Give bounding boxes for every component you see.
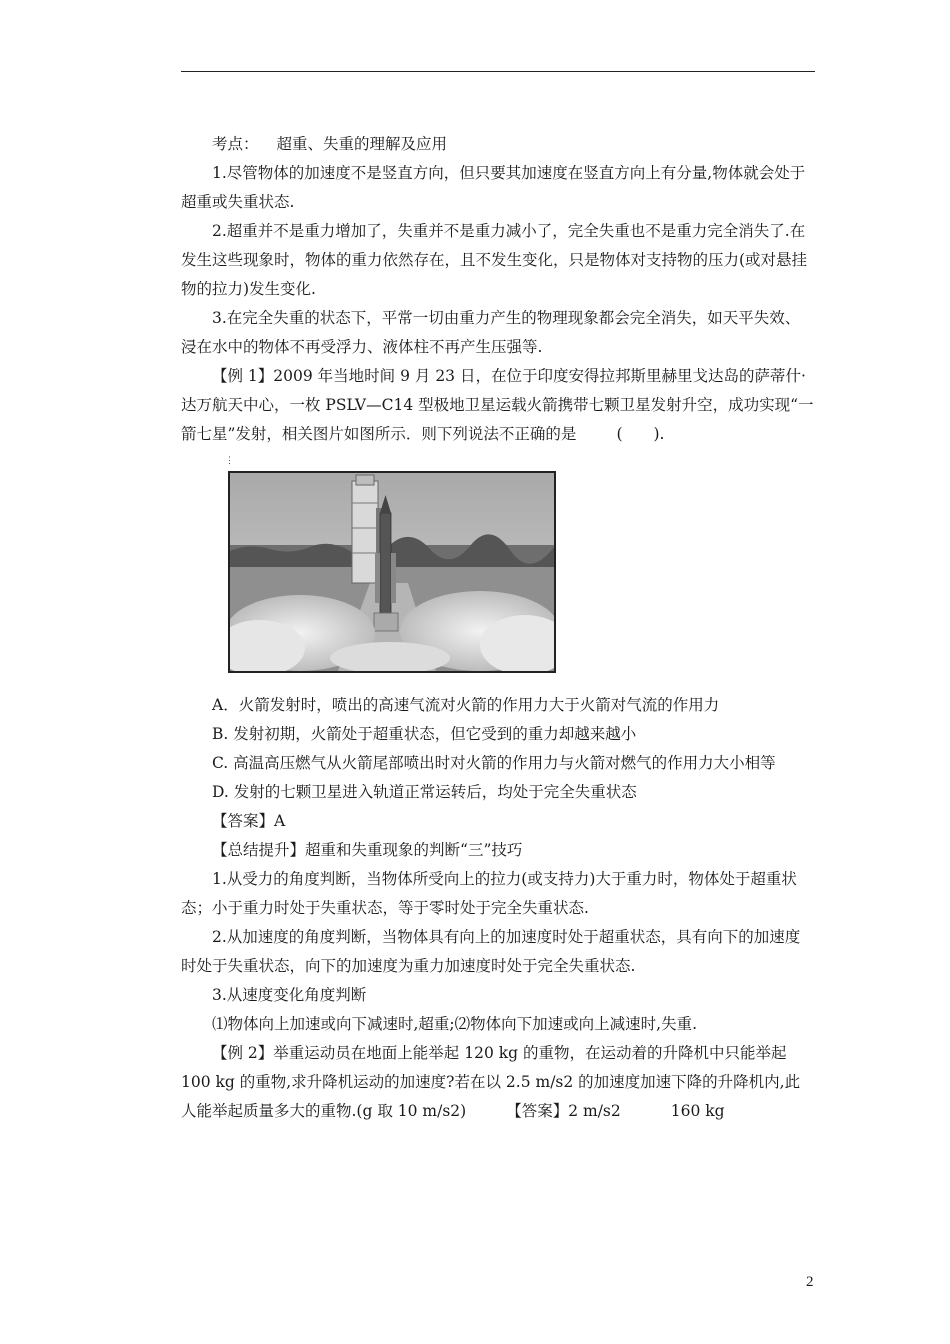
summary-heading bbox=[181, 836, 815, 865]
header-rule bbox=[181, 71, 815, 72]
option-c: C. 高温高压燃气从火箭尾部喷出时对火箭的作用力与火箭对燃气的作用力大小相等 bbox=[212, 754, 776, 772]
option-b: B. 发射初期，火箭处于超重状态，但它受到的重力却越来越小 bbox=[212, 725, 637, 743]
page-number: 2 bbox=[806, 1274, 814, 1290]
example-2-tag: 【例 2】 bbox=[212, 1044, 274, 1062]
example-2-answer-b: 160 kg bbox=[670, 1102, 725, 1120]
example-2-answer-a: 2 m/s2 bbox=[568, 1102, 621, 1120]
point-1: 1.尽管物体的加速度不是竖直方向，但只要其加速度在竖直方向上有分量,物体就会处于超重或失重状态. bbox=[181, 164, 806, 211]
example-1-text: 2009 年当地时间 9 月 23 日，在位于印度安得拉邦斯里赫里戈达岛的萨蒂什·达万航天中心，一枚 PSLV—C14 型极地卫星运载火箭携带七颗卫星发射升空，成功实现“一箭七星”发射，相关图片如图所示．则下列说法不正确的是 bbox=[181, 367, 814, 443]
example-2 bbox=[181, 1039, 815, 1126]
rocket-launch-image bbox=[230, 473, 554, 671]
answer-1 bbox=[181, 807, 815, 836]
example-1 bbox=[181, 362, 815, 449]
figure-marker: ⋮ bbox=[225, 456, 234, 466]
rocket-launch-photo bbox=[228, 471, 556, 673]
tip-4: ⑴物体向上加速或向下减速时,超重;⑵物体向下加速或向上减速时,失重. bbox=[212, 1015, 698, 1033]
topic-label: 考点： bbox=[212, 135, 259, 153]
example-2-text: 举重运动员在地面上能举起 120 kg 的重物，在运动着的升降机中只能举起 100 kg 的重物,求升降机运动的加速度?若在以 2.5 m/s2 的加速度加速下降的升降机内,此人能举起质量多大的重物.(g 取 10 m/s2) bbox=[181, 1044, 801, 1120]
point-3: 3.在完全失重的状态下，平常一切由重力产生的物理现象都会完全消失，如天平失效、浸在水中的物体不再受浮力、液体柱不再产生压强等. bbox=[181, 309, 801, 356]
option-d: D. 发射的七颗卫星进入轨道正常运转后，均处于完全失重状态 bbox=[212, 783, 637, 801]
tip-1: 1.从受力的角度判断，当物体所受向上的拉力(或支持力)大于重力时，物体处于超重状态；小于重力时处于失重状态，等于零时处于完全失重状态. bbox=[181, 870, 797, 917]
topic-title: 超重、失重的理解及应用 bbox=[276, 135, 448, 153]
example-1-tag: 【例 1】 bbox=[212, 367, 274, 385]
summary-tag: 【总结提升】 bbox=[212, 841, 306, 859]
option-a: A．火箭发射时，喷出的高速气流对火箭的作用力大于火箭对气流的作用力 bbox=[212, 696, 720, 714]
tip-3: 3.从速度变化角度判断 bbox=[212, 986, 367, 1004]
document-body bbox=[181, 130, 815, 1126]
answer-1-tag: 【答案】 bbox=[212, 812, 275, 830]
tip-2: 2.从加速度的角度判断，当物体具有向上的加速度时处于超重状态，具有向下的加速度时处于失重状态，向下的加速度为重力加速度时处于完全失重状态. bbox=[181, 928, 801, 975]
example-2-answer-tag: 【答案】 bbox=[506, 1102, 569, 1120]
summary-title: 超重和失重现象的判断“三”技巧 bbox=[305, 841, 523, 859]
example-1-blank: ( ). bbox=[616, 425, 665, 443]
figure-container bbox=[181, 455, 815, 685]
answer-1-value: A bbox=[274, 812, 286, 830]
topic-heading bbox=[181, 130, 815, 159]
point-2: 2.超重并不是重力增加了，失重并不是重力减小了，完全失重也不是重力完全消失了.在发生这些现象时，物体的重力依然存在，且不发生变化，只是物体对支持物的压力(或对悬挂物的拉力)发生变化. bbox=[181, 222, 808, 298]
